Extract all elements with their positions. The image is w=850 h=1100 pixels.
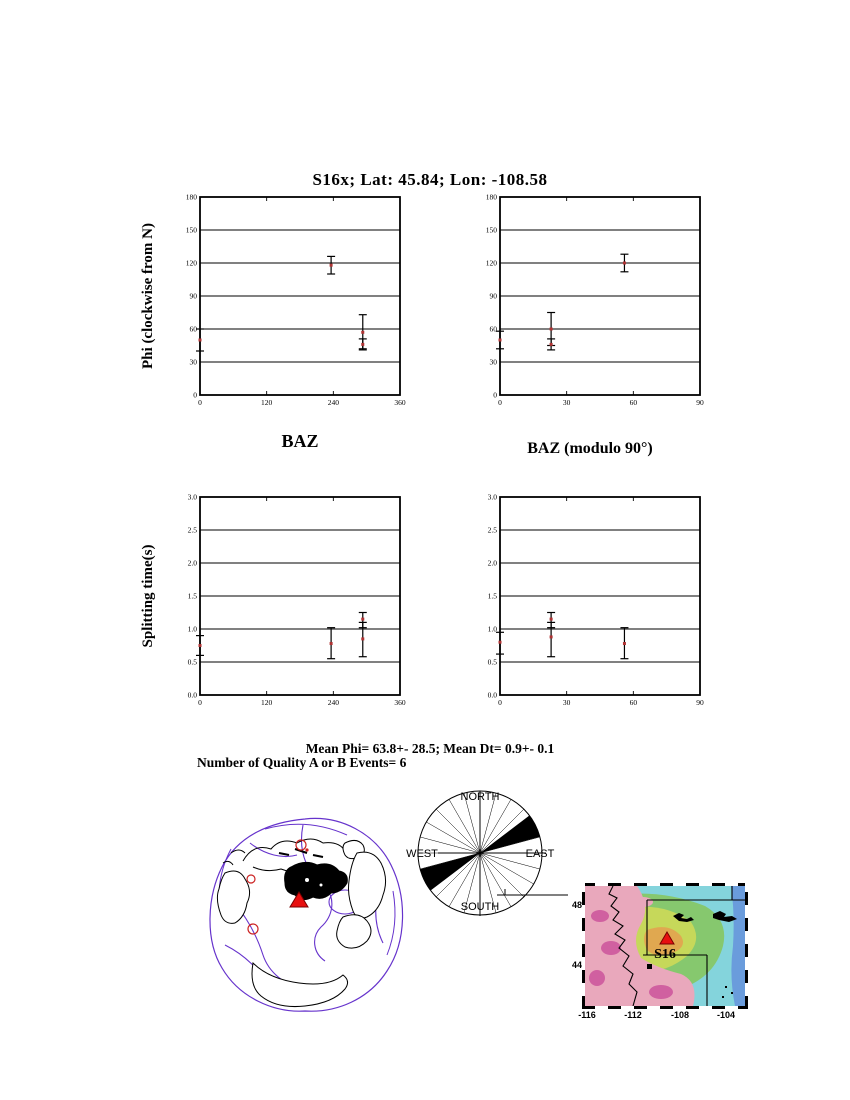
phi-vs-baz-plot [160, 192, 420, 420]
y-tick-label: 90 [489, 291, 497, 301]
data-point [199, 644, 202, 647]
x-tick-label: 120 [261, 398, 273, 407]
event-marker-icon [306, 849, 308, 851]
west-label: WEST [406, 848, 438, 860]
page-title: S16x; Lat: 45.84; Lon: -108.58 [312, 170, 548, 189]
y-tick-label: 2.5 [187, 525, 197, 535]
error-bar [196, 636, 204, 656]
phi-axis-label: Phi (clockwise from N) [140, 223, 156, 369]
lake-detail [320, 884, 323, 887]
x-tick-label: 120 [261, 698, 273, 707]
east-label: EAST [525, 848, 555, 860]
topo-station-label: S16 [654, 947, 676, 962]
x-tick-label: 360 [394, 398, 406, 407]
north-label: NORTH [460, 791, 500, 803]
topo-map [570, 878, 775, 1028]
y-tick-label: 0.5 [487, 657, 497, 667]
error-bar [327, 628, 335, 659]
rose-spoke [480, 853, 524, 897]
rose-spoke [480, 853, 511, 907]
x-tick-label: 0 [498, 398, 502, 407]
data-point [361, 343, 364, 346]
globe-map [195, 805, 415, 1030]
baz-mod-axis-label: BAZ (modulo 90°) [527, 440, 653, 457]
lowland-shade [731, 886, 745, 1006]
y-tick-label: 30 [189, 357, 197, 367]
y-tick-label: 1.0 [187, 624, 197, 634]
ridge-shade [633, 897, 653, 907]
map-lat-tick-label: 48 [571, 900, 582, 910]
dt-vs-baz-plot [160, 492, 420, 720]
x-tick-label: 0 [498, 698, 502, 707]
data-point [550, 635, 553, 638]
south-label: SOUTH [460, 901, 500, 913]
error-bar [496, 331, 504, 349]
y-tick-label: 2.5 [487, 525, 497, 535]
data-point [623, 642, 626, 645]
y-tick-label: 0 [493, 390, 497, 400]
event-count-text: Number of Quality A or B Events= 6 [197, 755, 407, 770]
y-tick-label: 0.5 [187, 657, 197, 667]
error-bar [196, 329, 204, 351]
event-marker-icon [248, 924, 258, 934]
map-frame-bottom [582, 1006, 748, 1009]
rose-spoke [449, 799, 480, 853]
x-tick-label: 240 [327, 698, 339, 707]
lake-detail [305, 878, 309, 882]
x-tick-label: 360 [394, 698, 406, 707]
data-point [330, 642, 333, 645]
y-tick-label: 1.0 [487, 624, 497, 634]
x-tick-label: 90 [696, 698, 704, 707]
map-frame-right [745, 883, 748, 1009]
y-tick-label: 0 [193, 390, 197, 400]
y-tick-label: 150 [485, 225, 497, 235]
topo-map-image [585, 886, 745, 1006]
data-point [361, 331, 364, 334]
y-tick-label: 90 [189, 291, 197, 301]
dt-axis-label: Splitting time(s) [140, 544, 156, 648]
map-lon-tick-label: -116 [578, 1010, 596, 1020]
y-tick-label: 0.0 [487, 690, 497, 700]
data-point [623, 262, 626, 265]
data-point [199, 339, 202, 342]
baz-axis-label: BAZ [281, 431, 319, 451]
map-lon-tick-label: -108 [670, 1010, 689, 1020]
y-tick-label: 3.0 [487, 492, 497, 502]
y-tick-label: 60 [489, 324, 497, 334]
dt-vs-baz-mod90-plot [460, 492, 720, 720]
x-tick-label: 60 [629, 398, 638, 407]
rose-diagram [405, 788, 585, 938]
y-tick-label: 1.5 [487, 591, 497, 601]
data-point [330, 264, 333, 267]
ridge-shade [591, 910, 609, 922]
ridge-shade [589, 970, 605, 986]
x-tick-label: 90 [696, 398, 704, 407]
x-tick-label: 240 [327, 398, 339, 407]
x-tick-label: 0 [198, 698, 202, 707]
y-tick-label: 60 [189, 324, 197, 334]
data-point [361, 618, 364, 621]
mean-stats-text: Mean Phi= 63.8+- 28.5; Mean Dt= 0.9+- 0.1 [305, 741, 555, 756]
data-point [499, 641, 502, 644]
map-lat-tick-label: 44 [571, 960, 582, 970]
map-lon-tick-label: -104 [716, 1010, 735, 1020]
error-bar [327, 256, 335, 274]
y-tick-label: 2.0 [187, 558, 197, 568]
phi-vs-baz-mod90-plot [460, 192, 720, 420]
y-tick-label: 30 [489, 357, 497, 367]
y-tick-label: 2.0 [487, 558, 497, 568]
data-point [550, 618, 553, 621]
coastlines [217, 839, 385, 1007]
error-bar [496, 632, 504, 654]
x-tick-label: 30 [562, 398, 571, 407]
event-marker-icon [247, 875, 255, 883]
y-tick-label: 150 [185, 225, 197, 235]
y-tick-label: 0.0 [187, 690, 197, 700]
y-tick-label: 180 [485, 192, 497, 202]
y-tick-label: 3.0 [187, 492, 197, 502]
y-tick-label: 1.5 [187, 591, 197, 601]
data-point [550, 343, 553, 346]
x-tick-label: 30 [562, 698, 571, 707]
y-tick-label: 180 [185, 192, 197, 202]
data-point [550, 328, 553, 331]
data-point [499, 339, 502, 342]
error-bar [547, 339, 555, 350]
ridge-shade [649, 985, 673, 999]
ridge-shade [601, 941, 621, 955]
map-lon-tick-label: -112 [624, 1010, 642, 1020]
data-point [361, 637, 364, 640]
rose-spoke [436, 809, 480, 853]
x-tick-label: 0 [198, 398, 202, 407]
y-tick-label: 120 [485, 258, 497, 268]
y-tick-label: 120 [185, 258, 197, 268]
error-bar [620, 628, 628, 659]
x-tick-label: 60 [629, 698, 638, 707]
